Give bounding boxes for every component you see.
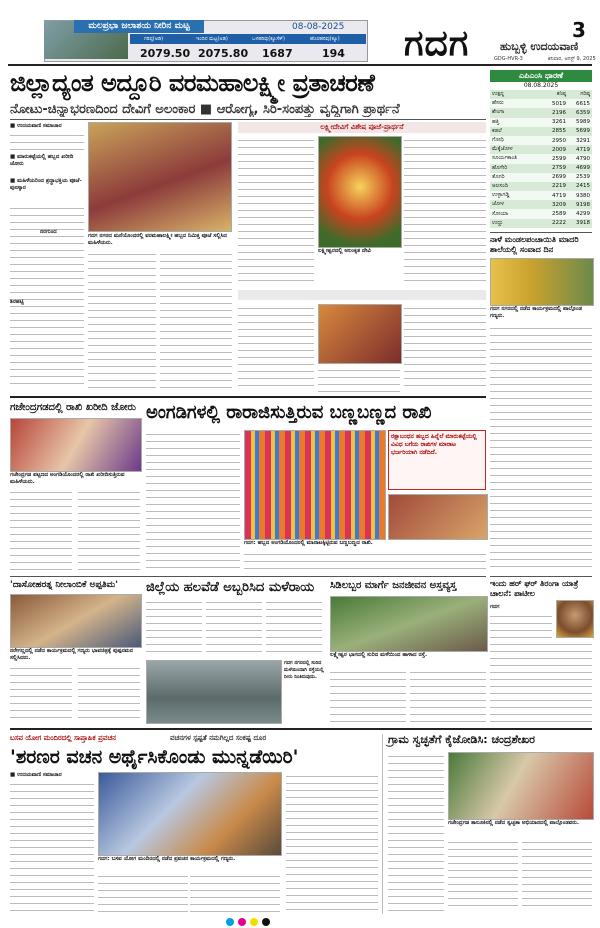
kicker-1: ಬಸವ ಯೋಗ ಮಂದಿರದಲ್ಲಿ ಸಾಪ್ತಾಹಿಕ ಪ್ರವಚನ (10, 734, 117, 742)
table-row (490, 99, 592, 108)
table-row (490, 127, 592, 136)
reservoir-title: ಮಲಪ್ರಭಾ ಜಲಾಶಯ ನೀರಿನ ಮಟ್ಟ (74, 20, 204, 33)
right-story-head: ನಾಳೆ ಮಂಡಲಪಂಚಾಯಿತಿ ಮಾದರಿ ಶಾಲೆಯಲ್ಲಿ ಸಂವಾದ ದಿನ (490, 235, 579, 254)
right-bottom-head: ಗ್ರಾಮ ಸ್ವಚ್ಛತೆಗೆ ಕೈಜೋಡಿಸಿ: ಚಂದ್ರಶೇಖರ (388, 733, 535, 746)
rule (490, 576, 592, 577)
inset-title: ಲಕ್ಷ್ಮೀದೇವಿಗೆ ವಿಶೇಷ ಪೂಜೆ-ಪ್ರಾರ್ಥನೆ (238, 122, 486, 133)
lead-headline: ಜಿಲ್ಲಾದ್ಯಂತ ಅದ್ದೂರಿ ವರಮಹಾಲಕ್ಷ್ಮೀ ವ್ರತಾಚರಣೆ (10, 69, 375, 97)
goddess-caption: ಲಕ್ಷ್ಮೀಶ್ವರದಲ್ಲಿ ಅಲಂಕೃತ ದೇವಿ (318, 248, 371, 254)
registration-mark (226, 918, 234, 926)
apmc-head: ಕನಿಷ್ಠ (544, 90, 568, 99)
reservoir-value: 2079.50 (140, 47, 191, 60)
apmc-cell: 4719 (544, 191, 568, 200)
yatra-kw: ಗದಗ (490, 604, 500, 610)
table-row (490, 182, 592, 191)
reservoir-value: 1687 (262, 47, 293, 60)
table-row (490, 154, 592, 163)
masthead: ಗದಗ (404, 22, 470, 64)
col-text (146, 598, 202, 656)
rakhi-side-head: ಗಜೇಂದ್ರಗಡದಲ್ಲಿ ರಾಖಿ ಖರೀದಿ ಜೋರು (10, 402, 136, 413)
apmc-table (490, 90, 592, 228)
apmc-head: ಗರಿಷ್ಠ (568, 90, 592, 99)
apmc-date: 08.08.2025 (523, 82, 559, 89)
apmc-cell: 6359 (568, 108, 592, 117)
rain-photo (146, 660, 282, 724)
table-row (490, 209, 592, 218)
bullet-1: ■ ಮಾರುಕಟ್ಟೆಯಲ್ಲಿ ಹಬ್ಬದ ಖರೀದಿ ಜೋರು (10, 154, 74, 167)
rakhi-side-photo (10, 418, 142, 472)
apmc-cell: 2219 (544, 182, 568, 191)
rain-head: ಜಿಲ್ಲೆಯ ಹಲವೆಡೆ ಅಬ್ಬರಿಸಿದ ಮಳೆರಾಯ (146, 580, 315, 595)
apmc-cell: 2855 (544, 127, 568, 136)
apmc-cell: ಸೋಯಾ (490, 209, 544, 218)
apmc-cell: 3209 (544, 200, 568, 209)
rakhi-box: ರಕ್ಷಾಬಂಧನ ಹಬ್ಬದ ಹಿನ್ನೆಲೆ ಮಾರುಕಟ್ಟೆಯಲ್ಲಿ ವಿವಿಧ ಬಗೆಯ ರಾಖಿಗಳ ಮಾರಾಟ ಭರ್ಜರಿಯಾಗಿ ನಡೆದಿದೆ. (388, 430, 486, 490)
rakhi-side-caption: ಗಜೇಂದ್ರಗಡ ಪಟ್ಟಣದ ಅಂಗಡಿಯೊಂದರಲ್ಲಿ ರಾಖಿ ಖರೀದಿಸುತ್ತಿರುವ ಮಹಿಳೆಯರು. (10, 472, 125, 485)
col-text (448, 838, 518, 912)
lead-text (10, 131, 84, 151)
lead-byline: ■ ಉದಯವಾಣಿ ಸಮಾಚಾರ (10, 123, 62, 129)
apmc-cell: ಕಡಲೆ (490, 127, 544, 136)
apmc-cell: 9380 (568, 191, 592, 200)
reservoir-heads (130, 34, 366, 44)
apmc-cell: 3918 (568, 219, 592, 228)
road-head: ಸಿಡಿಲಬ್ಬರ ಮಾರ್ಗೆ ಜನಜೀವನ ಅಸ್ತವ್ಯಸ್ತ (330, 580, 457, 591)
rule (490, 232, 592, 233)
apmc-cell: 9198 (568, 200, 592, 209)
col-text (522, 838, 592, 912)
apmc-cell: ಶೇಂಗಾ (490, 108, 544, 117)
page-number: 3 (572, 18, 586, 42)
bullet-2: ■ ಮಹಿಳೆಯರಿಂದ ಶ್ರದ್ಧಾಭಕ್ತಿಯ ಪೂಜೆ-ಪುನಸ್ಕಾರ (10, 178, 82, 191)
registration-mark (238, 918, 246, 926)
apmc-cell: 2699 (544, 173, 568, 182)
col-text (238, 304, 314, 392)
reservoir-value: 194 (322, 47, 345, 60)
rakhi-headline: ಅಂಗಡಿಗಳಲ್ಲಿ ರಾರಾಜಿಸುತ್ತಿರುವ ಬಣ್ಣಬಣ್ಣದ ರಾಖಿ (146, 402, 432, 423)
cleanliness-photo (448, 752, 594, 820)
apmc-cell: 2196 (544, 108, 568, 117)
rule (10, 728, 592, 730)
col-text (286, 772, 378, 912)
right-col-text (490, 324, 592, 572)
apmc-cell: 3291 (568, 136, 592, 145)
rakhi-photo (244, 430, 386, 540)
col-text (78, 664, 140, 724)
event-photo (490, 258, 594, 306)
paper-name: ಹುಬ್ಬಳ್ಳಿ ಉದಯವಾಣಿ (500, 40, 579, 53)
col-text (206, 598, 262, 656)
apmc-cell: ಹೊಗೇರಿ (490, 164, 544, 173)
bottom-headline: 'ಶರಣರ ವಚನ ಅರ್ಥೈಸಿಕೊಂಡು ಮುನ್ನಡೆಯಿರಿ' (10, 746, 299, 768)
top-rule (8, 64, 592, 66)
col-text (190, 872, 280, 912)
table-row (490, 200, 592, 209)
inset-col3-text (404, 136, 486, 286)
reservoir-head: ಒಳಹರಿವು(ಕ್ಯೂಸೆಕ್) (252, 36, 286, 42)
col-text (10, 664, 72, 724)
reservoir-head: ಇಂದಿನ ಮಟ್ಟ(ಅಡಿ) (196, 36, 228, 42)
apmc-cell: ಜೋಳ (490, 200, 544, 209)
apmc-cell: 4299 (568, 209, 592, 218)
apmc-cell: 2950 (544, 136, 568, 145)
col-text (98, 872, 188, 912)
apmc-cell: 4719 (568, 145, 592, 154)
apmc-cell: ಹೆಸರು (490, 99, 544, 108)
portrait-photo (556, 600, 594, 638)
apmc-cell: 2759 (544, 164, 568, 173)
table-row (490, 164, 592, 173)
col-text (318, 366, 400, 392)
col-text (10, 488, 72, 572)
registration-mark (250, 918, 258, 926)
road-photo (330, 596, 488, 652)
rain-side-caption: ಗದಗ ನಗರದಲ್ಲಿ ಸುರಿದ ಮಳೆಯಿಂದಾಗಿ ರಸ್ತೆಯಲ್ಲಿ ನೀರು ನಿಂತಿರುವುದು. (284, 660, 324, 680)
col-text (410, 668, 486, 724)
event-caption: ಗದಗ ನಗರದಲ್ಲಿ ನಡೆದ ಕಾರ್ಯಕ್ರಮದಲ್ಲಿ ಪಾಲ್ಗೊಂಡ ಗಣ್ಯರು. (490, 306, 582, 319)
col-text (78, 488, 140, 572)
apmc-cell: 2009 (544, 145, 568, 154)
apmc-cell: 5019 (544, 99, 568, 108)
apmc-cell: 3261 (544, 118, 568, 127)
apmc-title: ಎಪಿಎಂಸಿ ಧಾರಣೆ (490, 70, 592, 82)
inset-col1-text (238, 136, 314, 286)
apmc-cell: 4699 (568, 164, 592, 173)
apmc-cell: 2599 (544, 154, 568, 163)
apmc-cell: ತೊಗರಿ (490, 173, 544, 182)
apmc-head: ಉತ್ಪನ್ನ (490, 90, 544, 99)
temple-photo (318, 304, 402, 364)
kicker-2: ವಚನಗಳ ಸ್ಪಷ್ಟತೆ ನಮಗಿಲ್ಲದ ಸಂಕಷ್ಟ ದೂರ (170, 734, 267, 742)
apmc-cell: 6615 (568, 99, 592, 108)
apmc-cell: ಉಳ್ಳಾಗಡ್ಡಿ (490, 191, 544, 200)
bottom-byline: ■ ಉದಯವಾಣಿ ಸಮಾಚಾರ (10, 772, 62, 778)
apmc-cell: 2539 (568, 173, 592, 182)
daso-caption: ನರೇಗಲ್ಲದಲ್ಲಿ ನಡೆದ ಕಾರ್ಯಕ್ರಮದಲ್ಲಿ ಗಣ್ಯರು ಭಾವಚಿತ್ರಕ್ಕೆ ಪುಷ್ಪನಮನ ಸಲ್ಲಿಸಿದರು. (10, 648, 133, 661)
reservoir-head: ಗರಿಷ್ಠ(ಅಡಿ) (144, 36, 164, 42)
lead-subhead: ನೋಟು-ಚಿನ್ನಾಭರಣದಿಂದ ದೇವಿಗೆ ಅಲಂಕಾರ ■ ಆರೋಗ್ಯ, ಸಿರಿ-ಸಂಪತ್ತು ವೃದ್ಧಿಗಾಗಿ ಪ್ರಾರ್ಥನೆ (10, 102, 400, 117)
table-row (490, 136, 592, 145)
rule (10, 396, 486, 398)
section-strip (238, 290, 486, 300)
table-row (490, 191, 592, 200)
table-row (490, 90, 592, 99)
table-row (490, 108, 592, 117)
col-text (404, 304, 486, 392)
apmc-cell: ಮೆಕ್ಕೆಜೋಳ (490, 145, 544, 154)
daso-head: 'ದಾಸೋಹರತ್ನ ನೀಲಾಂಬಿಕೆ ಅಪ್ಪತಿಮ' (10, 580, 118, 590)
col-text (388, 752, 444, 912)
rule (10, 576, 486, 577)
pravachana-photo (98, 772, 282, 856)
edition-code: GDG-HVR-3 (494, 56, 523, 62)
reservoir-value: 2075.80 (198, 47, 249, 60)
daso-photo (10, 594, 142, 648)
kw-naragund: ನರಗುಂದ (40, 229, 57, 235)
kw-shirahatti: ಶಿರಹಟ್ಟಿ (10, 299, 24, 305)
apmc-cell: 4790 (568, 154, 592, 163)
apmc-cell: 5699 (568, 127, 592, 136)
apmc-cell: 2222 (544, 219, 568, 228)
divider (382, 734, 383, 914)
col-text (244, 550, 486, 572)
rule (10, 119, 486, 120)
lead-photo-women (88, 122, 232, 232)
rakhi-caption: ಗದಗ: ಹಬ್ಬದ ಅಂಗಡಿಯೊಂದರಲ್ಲಿ ಮಾರಾಟಕ್ಕಿಟ್ಟಿರುವ ಬಣ್ಣಬಣ್ಣದ ರಾಖಿ. (244, 540, 373, 546)
apmc-cell: ಸೂರ್ಯಕಾಂತಿ (490, 154, 544, 163)
col-text (10, 780, 94, 912)
lead-col2-text (88, 250, 156, 390)
apmc-cell: 2589 (544, 209, 568, 218)
registration-mark (262, 918, 270, 926)
apmc-cell: ಅಲಸಂದಿ (490, 182, 544, 191)
table-row (490, 173, 592, 182)
table-row (490, 219, 592, 228)
apmc-cell: 5989 (568, 118, 592, 127)
rakhi-photo-2 (388, 494, 488, 540)
goddess-photo (318, 136, 402, 248)
col-text (266, 598, 322, 656)
lead-col3-text (160, 250, 232, 390)
bottom-caption: ಗದಗ: ಬಸವ ಯೋಗ ಮಂದಿರದಲ್ಲಿ ನಡೆದ ಪ್ರವಚನ ಕಾರ್ಯಕ್ರಮದಲ್ಲಿ ಗಣ್ಯರು. (98, 856, 236, 862)
right-bottom-caption: ಗಜೇಂದ್ರಗಡ ತಾಲೂಕಿನಲ್ಲಿ ನಡೆದ ಸ್ವಚ್ಛತಾ ಅಭಿಯಾನದಲ್ಲಿ ಪಾಲ್ಗೊಂಡವರು. (448, 820, 579, 826)
reservoir-date: 08-08-2025 (292, 22, 345, 32)
table-row (490, 118, 592, 127)
reservoir-head: ಹೊರಹರಿವು(ಕ್ಯೂ) (310, 36, 340, 42)
apmc-cell: ಉದ್ದು (490, 219, 544, 228)
apmc-cell: 2415 (568, 182, 592, 191)
yatra-text (490, 640, 592, 724)
table-row (490, 145, 592, 154)
col-text (146, 430, 240, 570)
lead-photo-caption: ಗದಗ ನಗರದ ಮನೆಯೊಂದರಲ್ಲಿ ವರಮಹಾಲಕ್ಷ್ಮೀ ಹಬ್ಬದ ನಿಮಿತ್ತ ಪೂಜೆ ಸಲ್ಲಿಸಿದ ಮಹಿಳೆಯರು. (88, 233, 227, 246)
col-text (330, 668, 406, 724)
apmc-cell: ಗೋಧಿ (490, 136, 544, 145)
road-caption: ಲಕ್ಷ್ಮೇಶ್ವರ ಭಾಗದಲ್ಲಿ ಸುರಿದ ಮಳೆಯಿಂದ ಹಾಳಾದ ರಸ್ತೆ. (330, 652, 428, 658)
publication-date: ಶನಿವಾರ, ಆಗಸ್ಟ್ 9, 2025 (548, 56, 596, 62)
apmc-cell: ಹತ್ತಿ (490, 118, 544, 127)
yatra-head: ಇಂದು ಹರ್ ಘರ್ ತಿರಂಗಾ ಯಾತ್ರೆ ಚಾಲನೆ: ಪಾಟೀಲ (490, 579, 579, 598)
